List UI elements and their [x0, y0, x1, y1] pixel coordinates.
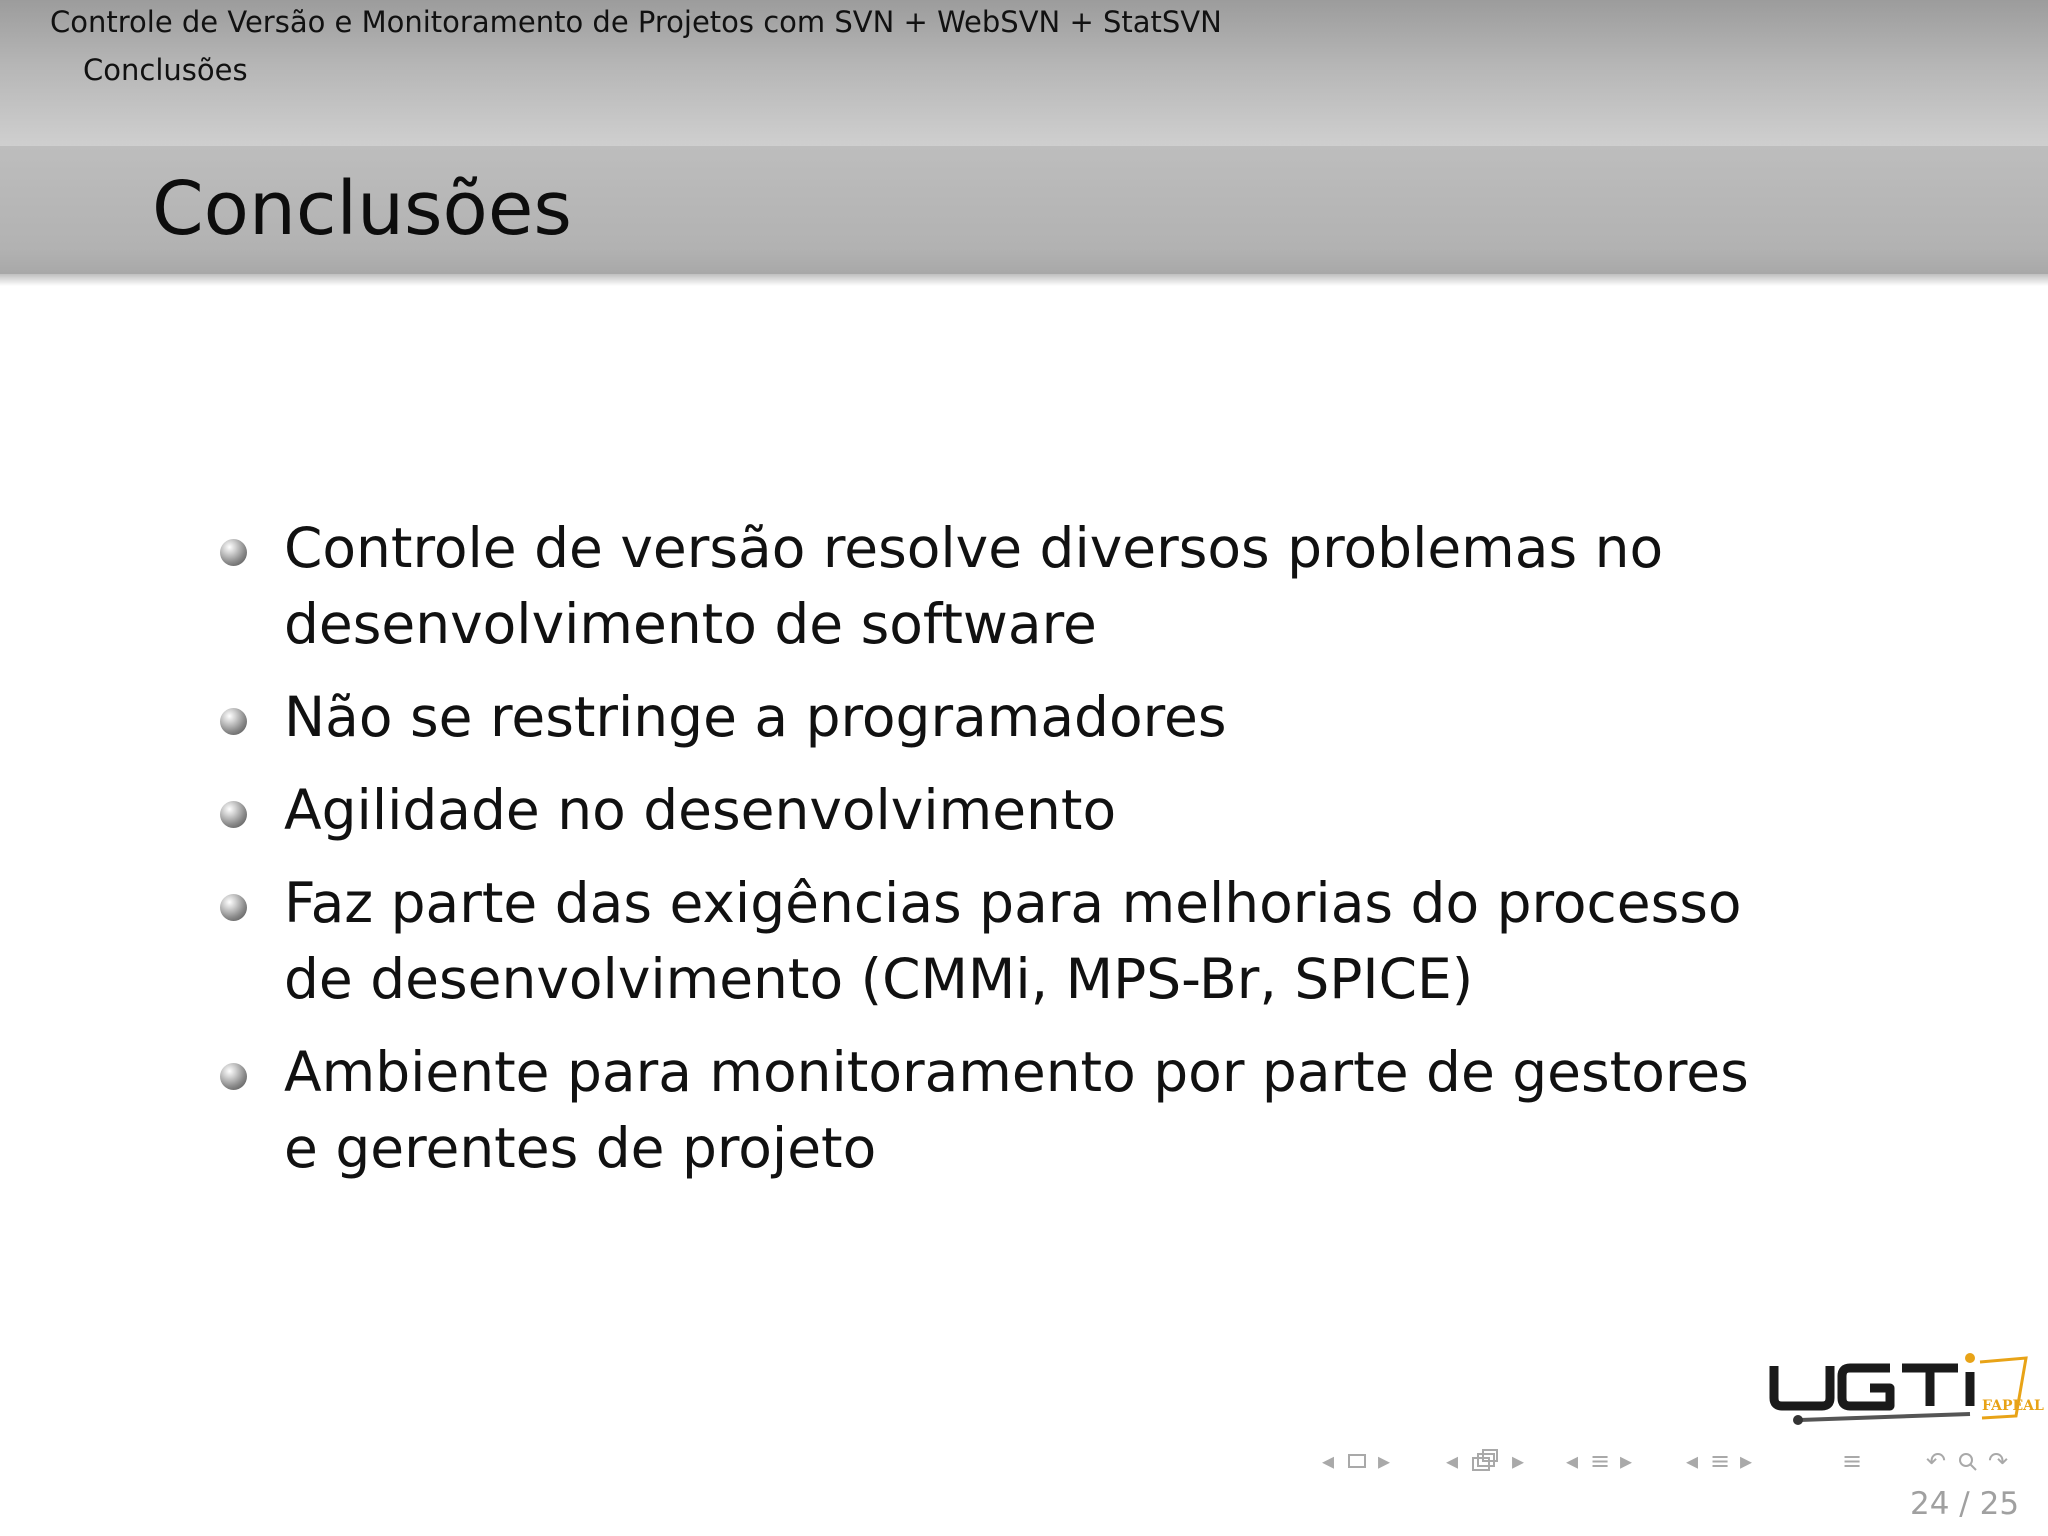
search-icon[interactable]	[1956, 1450, 1980, 1474]
bullet-item	[220, 772, 1780, 848]
bullet-text: Ambiente para monitoramento por parte de gestores e gerentes de projeto	[284, 1040, 1749, 1180]
nav-section-right-icon[interactable]: ▸	[1740, 1447, 1753, 1475]
toc-icon[interactable]: ≡	[1842, 1447, 1863, 1475]
ugti-logo	[1770, 1348, 2044, 1428]
page-number: 24 / 25	[1910, 1486, 2020, 1522]
bullet-text: Faz parte das exigências para melhorias do processo de desenvolvimento (CMMi, MPS-Br, SPICE)	[284, 871, 1742, 1011]
bullet-ball-icon	[220, 801, 247, 828]
header-bar	[0, 0, 2048, 146]
nav-frame-right-icon[interactable]: ▸	[1512, 1447, 1525, 1475]
nav-slide-left-icon[interactable]: ◂	[1322, 1447, 1335, 1475]
section-title[interactable]: Conclusões	[83, 53, 248, 87]
section-icon[interactable]: ≡	[1710, 1447, 1731, 1475]
frame-title: Conclusões	[152, 166, 572, 252]
bullet-item	[220, 510, 1780, 662]
bullet-item	[220, 865, 1780, 1017]
logo-subtext: FAPEAL	[1982, 1398, 2044, 1414]
presentation-title[interactable]: Controle de Versão e Monitoramento de Projetos com SVN + WebSVN + StatSVN	[50, 5, 1222, 39]
bullet-item	[220, 679, 1780, 755]
nav-section-left-icon[interactable]: ◂	[1686, 1447, 1699, 1475]
slide-icon[interactable]	[1346, 1450, 1368, 1472]
frame-title-shadow	[0, 274, 2048, 286]
nav-slide-right-icon[interactable]: ▸	[1378, 1447, 1391, 1475]
bullet-ball-icon	[220, 894, 247, 921]
navigation-bar	[1322, 1444, 2038, 1478]
nav-subsection-left-icon[interactable]: ◂	[1566, 1447, 1579, 1475]
bullet-list	[220, 510, 1780, 1203]
bullet-text: Agilidade no desenvolvimento	[284, 778, 1117, 842]
frame-icon[interactable]	[1470, 1448, 1500, 1474]
redo-icon[interactable]: ↷	[1988, 1447, 2009, 1475]
nav-frame-left-icon[interactable]: ◂	[1446, 1447, 1459, 1475]
bullet-ball-icon	[220, 1063, 247, 1090]
undo-icon[interactable]: ↶	[1926, 1447, 1947, 1475]
logo-dot	[1965, 1353, 1975, 1363]
bullet-ball-icon	[220, 708, 247, 735]
bullet-text: Controle de versão resolve diversos problemas no desenvolvimento de software	[284, 516, 1664, 656]
bullet-item	[220, 1034, 1780, 1186]
bullet-text: Não se restringe a programadores	[284, 685, 1227, 749]
subsection-icon[interactable]: ≡	[1590, 1447, 1611, 1475]
bullet-ball-icon	[220, 539, 247, 566]
nav-subsection-right-icon[interactable]: ▸	[1620, 1447, 1633, 1475]
